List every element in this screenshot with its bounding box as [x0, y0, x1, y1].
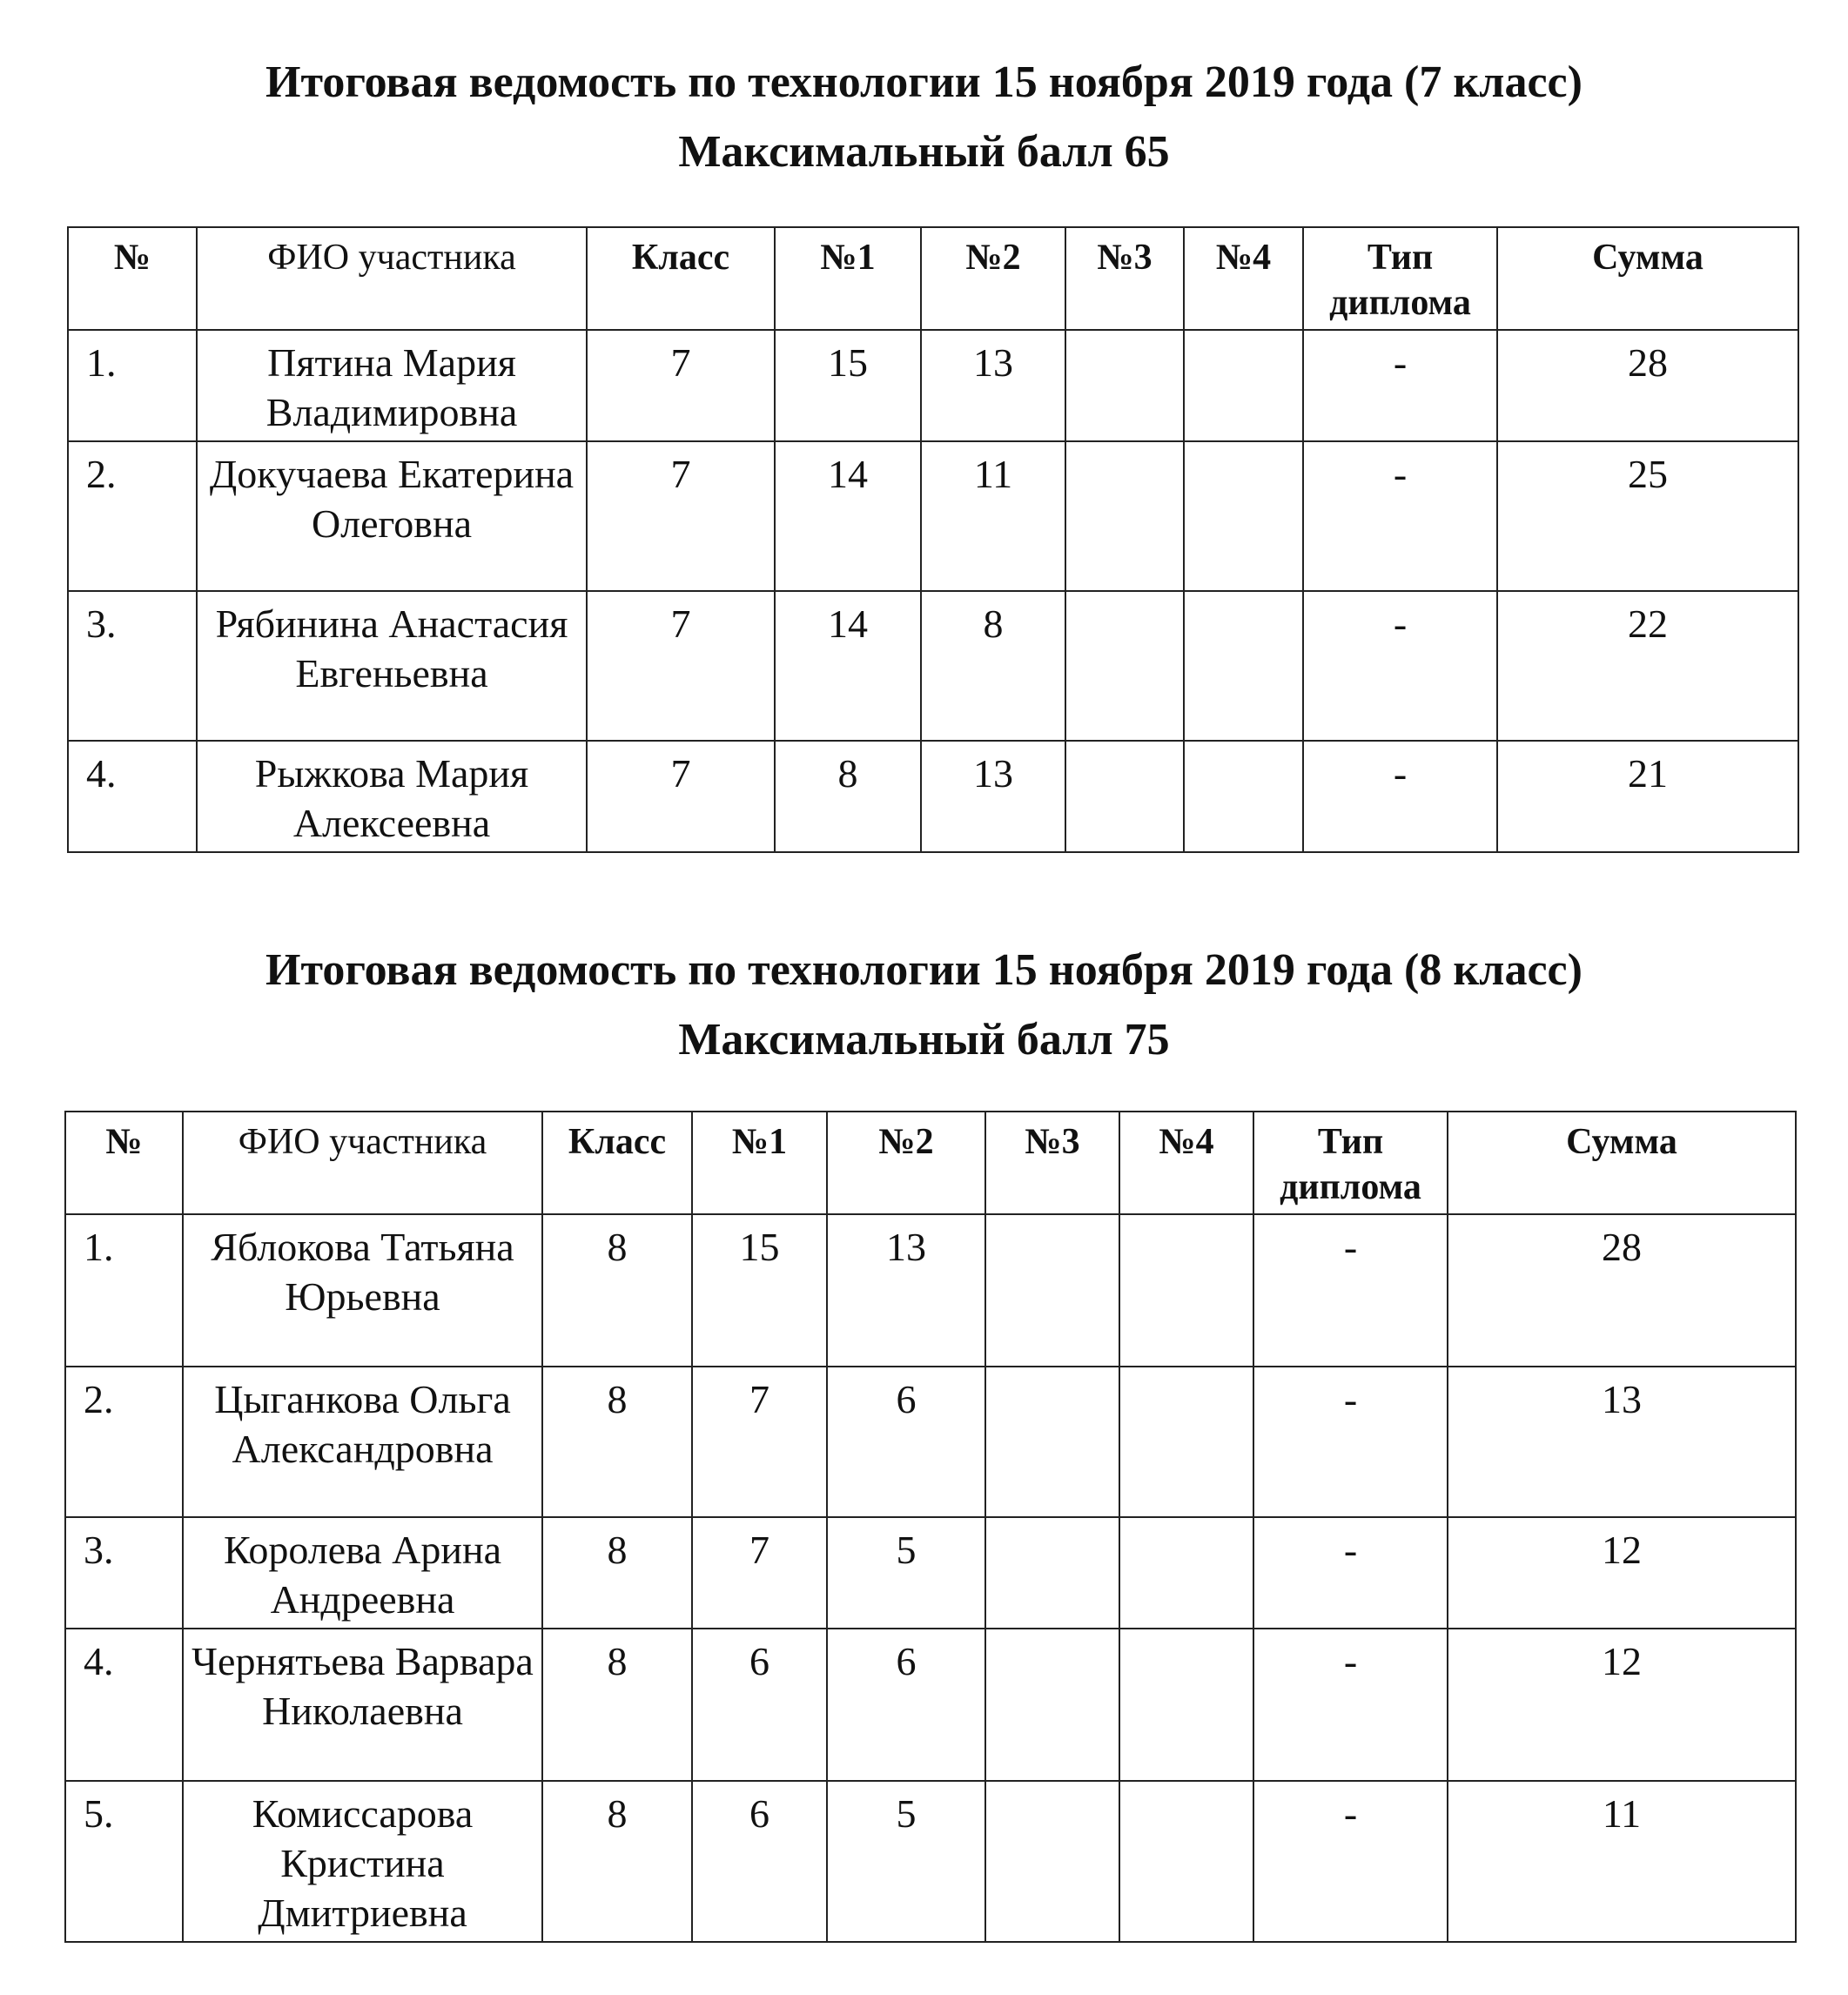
- cell-task4: [1119, 1781, 1253, 1942]
- cell-task4: [1184, 441, 1303, 591]
- section-subtitle: Максимальный балл 65: [678, 127, 1170, 177]
- table-row: [68, 330, 1798, 441]
- cell-diploma: -: [1253, 1367, 1448, 1517]
- col-header-fio: ФИО участника: [183, 1112, 542, 1214]
- cell-task4: [1184, 330, 1303, 441]
- cell-task1: 6: [692, 1629, 827, 1781]
- col-header-task2: №2: [827, 1112, 985, 1214]
- cell-class: 8: [542, 1367, 692, 1517]
- cell-task1: 14: [775, 591, 921, 741]
- cell-task1: 8: [775, 741, 921, 852]
- cell-task2: 13: [921, 741, 1065, 852]
- cell-class: 8: [542, 1629, 692, 1781]
- col-header-diploma: Тип диплома: [1253, 1112, 1448, 1214]
- cell-class: 8: [542, 1214, 692, 1367]
- section-title: Итоговая ведомость по технологии 15 ноября 2019 года (8 класс): [265, 945, 1583, 995]
- col-header-task2: №2: [921, 227, 1065, 330]
- cell-task2: 5: [827, 1781, 985, 1942]
- cell-name: Королева Арина Андреевна: [183, 1517, 542, 1629]
- cell-task2: 5: [827, 1517, 985, 1629]
- cell-task3: [1065, 441, 1184, 591]
- cell-num: 3.: [65, 1517, 183, 1629]
- cell-task1: 6: [692, 1781, 827, 1942]
- col-header-task3: №3: [985, 1112, 1119, 1214]
- cell-num: 1.: [65, 1214, 183, 1367]
- cell-task2: 11: [921, 441, 1065, 591]
- section-heading-7: [0, 48, 1848, 187]
- cell-task3: [985, 1629, 1119, 1781]
- cell-class: 7: [587, 741, 775, 852]
- cell-name: Докучаева Екатерина Олеговна: [197, 441, 587, 591]
- cell-task1: 15: [775, 330, 921, 441]
- cell-class: 7: [587, 330, 775, 441]
- cell-task3: [985, 1781, 1119, 1942]
- col-header-num: №: [68, 227, 197, 330]
- cell-task2: 13: [921, 330, 1065, 441]
- section-heading-8: [0, 936, 1848, 1075]
- cell-class: 8: [542, 1517, 692, 1629]
- cell-sum: 12: [1448, 1629, 1796, 1781]
- cell-diploma: -: [1303, 741, 1497, 852]
- cell-task3: [985, 1214, 1119, 1367]
- col-header-task4: №4: [1184, 227, 1303, 330]
- table-row: [65, 1781, 1796, 1942]
- cell-task4: [1119, 1367, 1253, 1517]
- cell-name: Яблокова Татьяна Юрьевна: [183, 1214, 542, 1367]
- cell-num: 2.: [65, 1367, 183, 1517]
- col-header-diploma: Тип диплома: [1303, 227, 1497, 330]
- table-row: [65, 1214, 1796, 1367]
- cell-task1: 7: [692, 1367, 827, 1517]
- results-table-8: [64, 1111, 1797, 1943]
- table-row: [68, 591, 1798, 741]
- cell-diploma: -: [1253, 1517, 1448, 1629]
- cell-diploma: -: [1253, 1781, 1448, 1942]
- table-header-row: [68, 227, 1798, 330]
- cell-sum: 28: [1448, 1214, 1796, 1367]
- cell-task3: [985, 1517, 1119, 1629]
- col-header-class: Класс: [587, 227, 775, 330]
- cell-diploma: -: [1253, 1214, 1448, 1367]
- cell-task4: [1119, 1214, 1253, 1367]
- cell-task2: 6: [827, 1367, 985, 1517]
- cell-task2: 6: [827, 1629, 985, 1781]
- cell-diploma: -: [1303, 441, 1497, 591]
- cell-task4: [1184, 741, 1303, 852]
- table-row: [65, 1629, 1796, 1781]
- cell-task1: 7: [692, 1517, 827, 1629]
- col-header-task1: №1: [692, 1112, 827, 1214]
- col-header-task3: №3: [1065, 227, 1184, 330]
- cell-sum: 28: [1497, 330, 1798, 441]
- cell-num: 4.: [65, 1629, 183, 1781]
- col-header-fio: ФИО участника: [197, 227, 587, 330]
- cell-num: 3.: [68, 591, 197, 741]
- col-header-num: №: [65, 1112, 183, 1214]
- cell-task3: [1065, 741, 1184, 852]
- cell-name: Рыжкова Мария Алексеевна: [197, 741, 587, 852]
- col-header-sum: Сумма: [1497, 227, 1798, 330]
- cell-sum: 22: [1497, 591, 1798, 741]
- table-row: [65, 1367, 1796, 1517]
- cell-sum: 25: [1497, 441, 1798, 591]
- col-header-task1: №1: [775, 227, 921, 330]
- table-row: [68, 441, 1798, 591]
- table-row: [68, 741, 1798, 852]
- table-row: [65, 1517, 1796, 1629]
- cell-name: Цыганкова Ольга Александровна: [183, 1367, 542, 1517]
- cell-task1: 15: [692, 1214, 827, 1367]
- cell-num: 4.: [68, 741, 197, 852]
- col-header-sum: Сумма: [1448, 1112, 1796, 1214]
- cell-task2: 8: [921, 591, 1065, 741]
- col-header-class: Класс: [542, 1112, 692, 1214]
- cell-num: 2.: [68, 441, 197, 591]
- cell-task3: [1065, 330, 1184, 441]
- cell-task4: [1119, 1629, 1253, 1781]
- cell-sum: 13: [1448, 1367, 1796, 1517]
- cell-num: 1.: [68, 330, 197, 441]
- cell-num: 5.: [65, 1781, 183, 1942]
- cell-class: 7: [587, 591, 775, 741]
- results-table-7: [67, 226, 1799, 853]
- cell-task3: [1065, 591, 1184, 741]
- cell-diploma: -: [1303, 330, 1497, 441]
- cell-diploma: -: [1303, 591, 1497, 741]
- cell-sum: 21: [1497, 741, 1798, 852]
- cell-name: Пятина Мария Владимировна: [197, 330, 587, 441]
- table-header-row: [65, 1112, 1796, 1214]
- cell-name: Чернятьева Варвара Николаевна: [183, 1629, 542, 1781]
- cell-task1: 14: [775, 441, 921, 591]
- cell-class: 8: [542, 1781, 692, 1942]
- cell-task4: [1184, 591, 1303, 741]
- cell-task2: 13: [827, 1214, 985, 1367]
- cell-sum: 12: [1448, 1517, 1796, 1629]
- section-title: Итоговая ведомость по технологии 15 ноября 2019 года (7 класс): [265, 57, 1583, 107]
- col-header-task4: №4: [1119, 1112, 1253, 1214]
- cell-name: Рябинина Анастасия Евгеньевна: [197, 591, 587, 741]
- cell-task4: [1119, 1517, 1253, 1629]
- cell-class: 7: [587, 441, 775, 591]
- section-subtitle: Максимальный балл 75: [678, 1015, 1170, 1065]
- cell-task3: [985, 1367, 1119, 1517]
- cell-sum: 11: [1448, 1781, 1796, 1942]
- cell-diploma: -: [1253, 1629, 1448, 1781]
- cell-name: Комиссарова Кристина Дмитриевна: [183, 1781, 542, 1942]
